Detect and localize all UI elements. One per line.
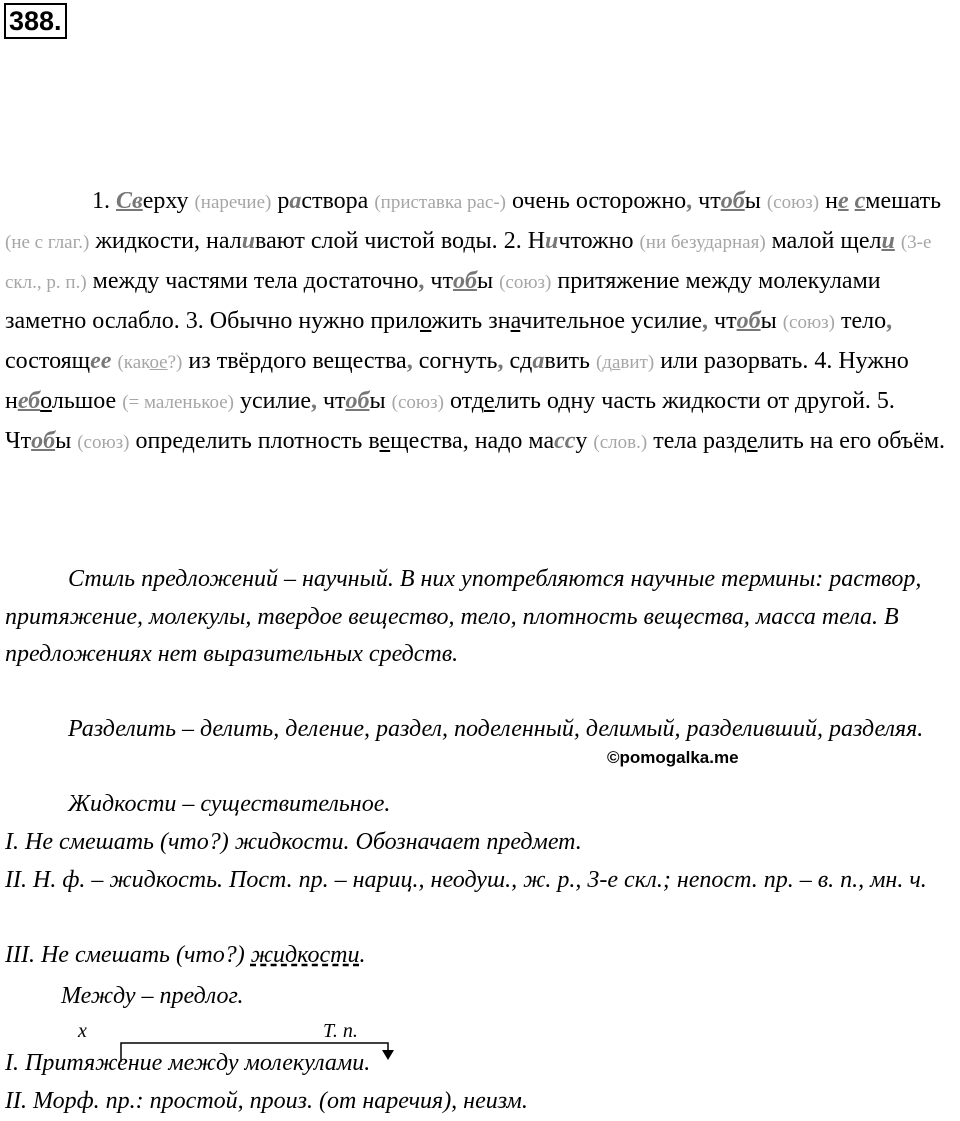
- sentence-number: 4.: [814, 348, 833, 374]
- word: ерху: [142, 188, 189, 214]
- highlighted-letters: сс: [554, 428, 576, 454]
- text-run: жидкости, нал: [95, 228, 242, 254]
- grammar-hint: (союз): [499, 272, 552, 293]
- text-run: жить зн: [431, 308, 511, 334]
- word: р: [277, 188, 290, 214]
- highlighted-letters: об: [736, 308, 761, 334]
- grammar-hint: (союз): [391, 392, 444, 413]
- text-run: усилие: [240, 388, 311, 414]
- text-run: из твёрдого вещества: [188, 348, 407, 374]
- text-run: тело: [840, 308, 887, 334]
- word: чтожно: [558, 228, 634, 254]
- highlighted-letters: об: [345, 388, 370, 414]
- style-analysis-text: Стиль предложений – научный. В них употребляются научные термины: раствор, притяжение, молекулы, твердое вещество, тело, плотность вещества, масса тела. В предложениях нет выразительных средств.: [5, 566, 922, 667]
- highlighted-letters: об: [31, 428, 56, 454]
- highlighted-letters: об: [452, 268, 477, 294]
- highlighted-letters: а: [289, 188, 302, 214]
- grammar-hint: (слов.): [593, 432, 648, 453]
- underlined-letter: е: [746, 428, 758, 454]
- text-run: чительное усилие: [520, 308, 703, 334]
- text-run: притяжение между молекулами заметно ослабло.: [5, 268, 881, 334]
- highlighted-comma: ,: [497, 348, 504, 374]
- text-run: щества, надо ма: [390, 428, 555, 454]
- morph-line-2: II. Н. ф. – жидкость. Пост. пр. – нариц., неодуш., ж. р., 3-е скл.; непост. пр. – в. п., мн. ч.: [5, 867, 927, 893]
- grammar-hint: (союз): [77, 432, 130, 453]
- razdelit-text: Разделить – делить, деление, раздел, поделенный, делимый, разделивший, разделяя.: [68, 716, 924, 742]
- grammar-hint: (= маленькое): [122, 392, 234, 413]
- text-run: вить: [544, 348, 590, 374]
- text-run: отд: [449, 388, 485, 414]
- highlighted-letters: об: [720, 188, 745, 214]
- morph-line-5: II. Морф. пр.: простой, произ. (от наречия), неизм.: [5, 1088, 528, 1114]
- highlighted-comma: ,: [406, 348, 413, 374]
- highlighted-letters: ее: [90, 348, 112, 374]
- highlighted-letters: е: [837, 188, 849, 214]
- text-run: Нужно н: [5, 348, 909, 414]
- sentence-number: 2.: [503, 228, 522, 254]
- exercise-number: 388.: [4, 3, 67, 39]
- underlined-letter: о: [419, 308, 432, 334]
- text-run: льшое: [51, 388, 117, 414]
- text-run: согнуть: [418, 348, 498, 374]
- grammar-hint: (приставка рас-): [374, 192, 507, 213]
- text-run: достаточно: [303, 268, 419, 294]
- grammar-hint: (союз): [782, 312, 835, 333]
- word: Н: [527, 228, 546, 254]
- object-word: жидкости: [250, 942, 360, 968]
- highlighted-comma: ,: [418, 268, 425, 294]
- word: н: [825, 188, 838, 214]
- grammar-hint: (3-е скл., р. п.): [5, 232, 932, 293]
- text-run: вают слой чистой воды.: [255, 228, 498, 254]
- grammar-hint: (наречие): [194, 192, 272, 213]
- word: Чт: [5, 428, 32, 454]
- text-run: у: [575, 428, 588, 454]
- word: чт: [714, 308, 737, 334]
- highlighted-comma: ,: [310, 388, 317, 414]
- text-run: или разорвать.: [660, 348, 809, 374]
- text-run: сд: [509, 348, 533, 374]
- highlighted-letters: еб: [17, 388, 41, 414]
- word: чт: [322, 388, 346, 414]
- underlined-letter: а: [510, 308, 521, 334]
- highlighted-letters: Св: [116, 188, 143, 214]
- sentence-number: 5.: [876, 388, 895, 414]
- grammar-hint: (ни безударная): [639, 232, 766, 253]
- highlighted-comma: ,: [702, 308, 709, 334]
- sentence-number: 3.: [185, 308, 204, 334]
- highlighted-letters: и: [881, 228, 895, 254]
- word: мешать: [865, 188, 942, 214]
- hint-underlined: а: [611, 352, 621, 373]
- hint-part: (д: [595, 352, 612, 373]
- text-run: тела разд: [653, 428, 747, 454]
- morph-line-1: I. Не смешать (что?) жидкости. Обозначает предмет.: [5, 829, 582, 855]
- highlighted-comma: ,: [886, 308, 893, 334]
- grammar-hint: (союз): [766, 192, 820, 213]
- highlighted-letters: и: [241, 228, 256, 254]
- word: чт: [698, 188, 721, 214]
- word: ы: [744, 188, 761, 214]
- hint-part: ?): [167, 352, 183, 373]
- underlined-letter: е: [379, 428, 391, 454]
- word: створа: [301, 188, 369, 214]
- text-run: Обычно нужно прил: [209, 308, 420, 334]
- mezhdu-heading-text: Между – предлог.: [61, 983, 244, 1009]
- morph-line-3-suffix: .: [359, 942, 366, 968]
- word: ы: [55, 428, 72, 454]
- word: ы: [369, 388, 386, 414]
- highlighted-letters: с: [854, 188, 866, 214]
- text-run: определить плотность в: [135, 428, 380, 454]
- underlined-letter: е: [484, 388, 495, 414]
- hint-part: вит): [620, 352, 655, 373]
- text-run: состоящ: [5, 348, 91, 374]
- diagram-label-case: Т. п.: [323, 1020, 358, 1042]
- text-run: лить на его объём.: [757, 428, 946, 454]
- sentence-number: 1.: [92, 188, 110, 214]
- word: чт: [430, 268, 453, 294]
- text-run: очень осторожно: [512, 188, 687, 214]
- highlighted-letters: и: [545, 228, 559, 254]
- grammar-hint: (не с глаг.): [5, 232, 90, 253]
- highlighted-letters: а: [532, 348, 545, 374]
- zhidkosti-heading-text: Жидкости – существительное.: [68, 791, 391, 817]
- word: ы: [476, 268, 494, 294]
- diagram-label-x: х: [78, 1020, 87, 1042]
- text-run: лить одну часть жидкости от другой.: [494, 388, 871, 414]
- text-run: малой щел: [771, 228, 882, 254]
- hint-underlined: ое: [149, 352, 168, 373]
- morph-line-3-prefix: III. Не смешать (что?): [5, 942, 251, 968]
- highlighted-comma: ,: [686, 188, 693, 214]
- morph-line-4: I. Притяжение между молекулами.: [5, 1050, 371, 1076]
- underlined-letter: о: [40, 388, 52, 414]
- text-run: между частями тела: [92, 268, 298, 294]
- watermark: ©pomogalka.me: [607, 748, 739, 767]
- hint-part: (как: [117, 352, 150, 373]
- word: ы: [760, 308, 777, 334]
